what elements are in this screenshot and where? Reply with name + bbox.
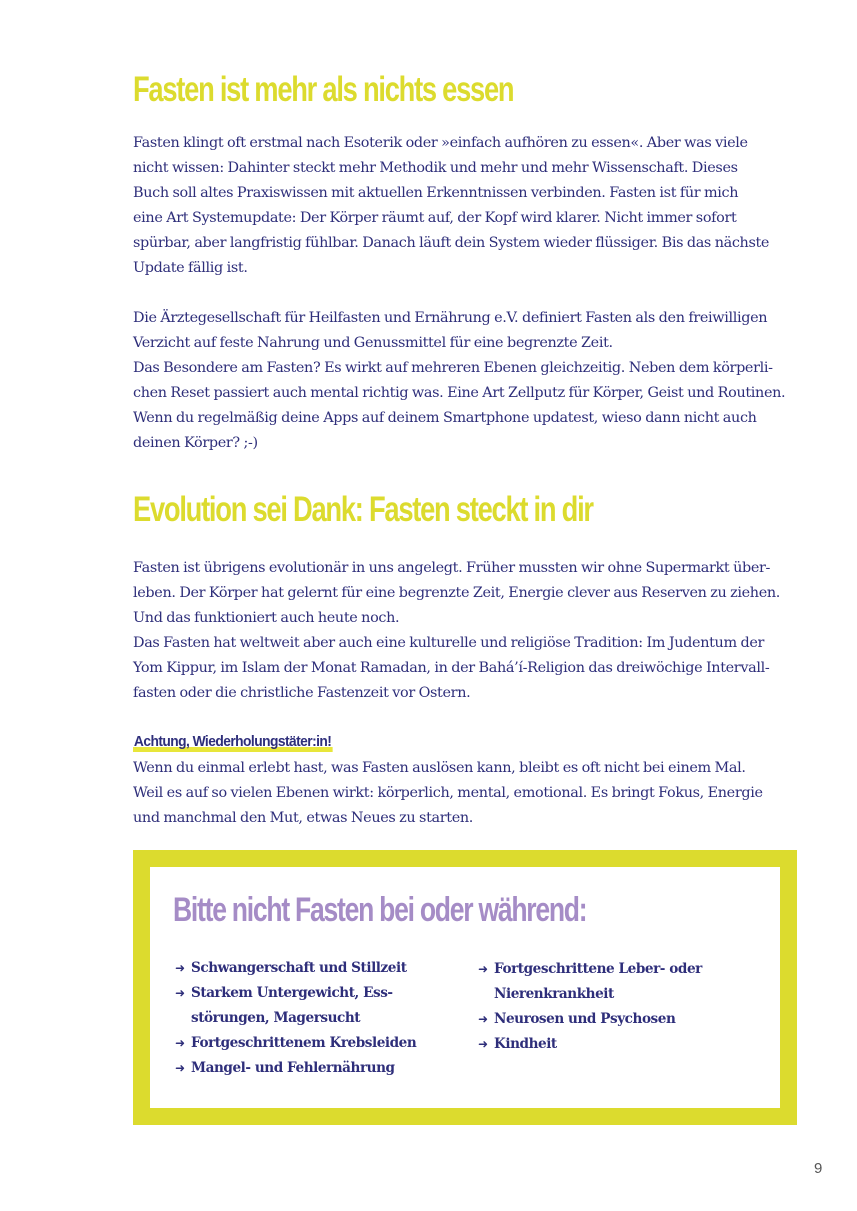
text-line: Buch soll altes Praxiswissen mit aktuellen Erkenntnissen verbinden. Fasten ist für mich [133,185,739,201]
text-line: Neurosen und Psychosen [494,1011,676,1027]
text-line: Starkem Untergewicht, Ess- [191,985,393,1001]
text-line: leben. Der Körper hat gelernt für eine begrenzte Zeit, Energie clever aus Reserven zu ziehen. [133,585,781,601]
text-line: nicht wissen: Dahinter steckt mehr Methodik und mehr und mehr Wissenschaft. Dieses [133,160,738,176]
warning-list-item [175,956,416,981]
text-line: störungen, Magersucht [191,1010,361,1026]
text-line: Kindheit [494,1036,557,1052]
section2-paragraph-1 [133,556,803,706]
warning-item-text [191,1031,416,1056]
section-heading-evolution: Evolution sei Dank: Fasten steckt in dir [133,490,593,529]
text-line: Und das funktioniert auch heute noch. [133,610,400,626]
arrow-right-icon: ➜ [478,1012,488,1026]
section1-paragraph-1 [133,131,803,281]
text-line: Schwangerschaft und Stillzeit [191,960,407,976]
subheading-repeat-offender: Achtung, Wiederholungstäter:in! [133,733,332,750]
text-line: Nierenkrankheit [494,986,614,1002]
text-line: Das Besondere am Fasten? Es wirkt auf mehreren Ebenen gleichzeitig. Neben dem körperli- [133,360,773,376]
warning-item-text [191,981,393,1031]
text-line: chen Reset passiert auch mental richtig was. Eine Art Zellputz für Körper, Geist und Routinen. [133,385,786,401]
arrow-right-icon: ➜ [175,986,185,1000]
section2-paragraph-2 [133,756,803,831]
warning-list-right [478,957,702,1057]
text-line: Fasten ist übrigens evolutionär in uns angelegt. Früher mussten wir ohne Supermarkt über- [133,560,771,576]
warning-item-text [494,1007,675,1032]
page-number: 9 [814,1160,823,1177]
text-line: spürbar, aber langfristig fühlbar. Danach läuft dein System wieder flüssiger. Bis das nächste [133,235,770,251]
warning-box-title: Bitte nicht Fasten bei oder während: [173,891,587,929]
text-line: Die Ärztegesellschaft für Heilfasten und Ernährung e.V. definiert Fasten als den freiwilligen [133,310,768,326]
text-line: Wenn du regelmäßig deine Apps auf deinem Smartphone updatest, wieso dann nicht auch [133,410,757,426]
warning-item-text [494,1032,557,1057]
text-line: und manchmal den Mut, etwas Neues zu starten. [133,810,474,826]
text-line: Das Fasten hat weltweit aber auch eine kulturelle und religiöse Tradition: Im Judentum der [133,635,765,651]
text-line: Weil es auf so vielen Ebenen wirkt: körperlich, mental, emotional. Es bringt Fokus, Energie [133,785,763,801]
arrow-right-icon: ➜ [478,962,488,976]
warning-list-item [478,1032,702,1057]
warning-item-text [191,1056,395,1081]
text-line: fasten oder die christliche Fastenzeit vor Ostern. [133,685,471,701]
warning-item-text [191,956,407,981]
warning-list-item [175,1056,416,1081]
section-heading-fasting-more-than-not-eating: Fasten ist mehr als nichts essen [133,70,514,109]
warning-list-item [175,981,416,1031]
warning-list-item [478,957,702,1007]
text-line: Wenn du einmal erlebt hast, was Fasten auslösen kann, bleibt es oft nicht bei einem Mal. [133,760,746,776]
arrow-right-icon: ➜ [175,1061,185,1075]
arrow-right-icon: ➜ [175,1036,185,1050]
text-line: Fortgeschrittene Leber- oder [494,961,702,977]
warning-item-text [494,957,702,1007]
text-line: Mangel- und Fehlernährung [191,1060,395,1076]
text-line: Fasten klingt oft erstmal nach Esoterik oder »einfach aufhören zu essen«. Aber was viele [133,135,748,151]
arrow-right-icon: ➜ [175,961,185,975]
text-line: Fortgeschrittenem Krebsleiden [191,1035,417,1051]
text-line: Verzicht auf feste Nahrung und Genussmittel für eine begrenzte Zeit. [133,335,613,351]
text-line: Update fällig ist. [133,260,248,276]
warning-list-left [175,956,416,1081]
text-line: deinen Körper? ;-) [133,435,258,451]
section1-paragraph-2 [133,306,803,456]
text-line: Yom Kippur, im Islam der Monat Ramadan, in der Bahá’í-Religion das dreiwöchige Intervall- [133,660,770,676]
warning-list-item [478,1007,702,1032]
warning-list-item [175,1031,416,1056]
arrow-right-icon: ➜ [478,1037,488,1051]
text-line: eine Art Systemupdate: Der Körper räumt auf, der Kopf wird klarer. Nicht immer sofort [133,210,737,226]
